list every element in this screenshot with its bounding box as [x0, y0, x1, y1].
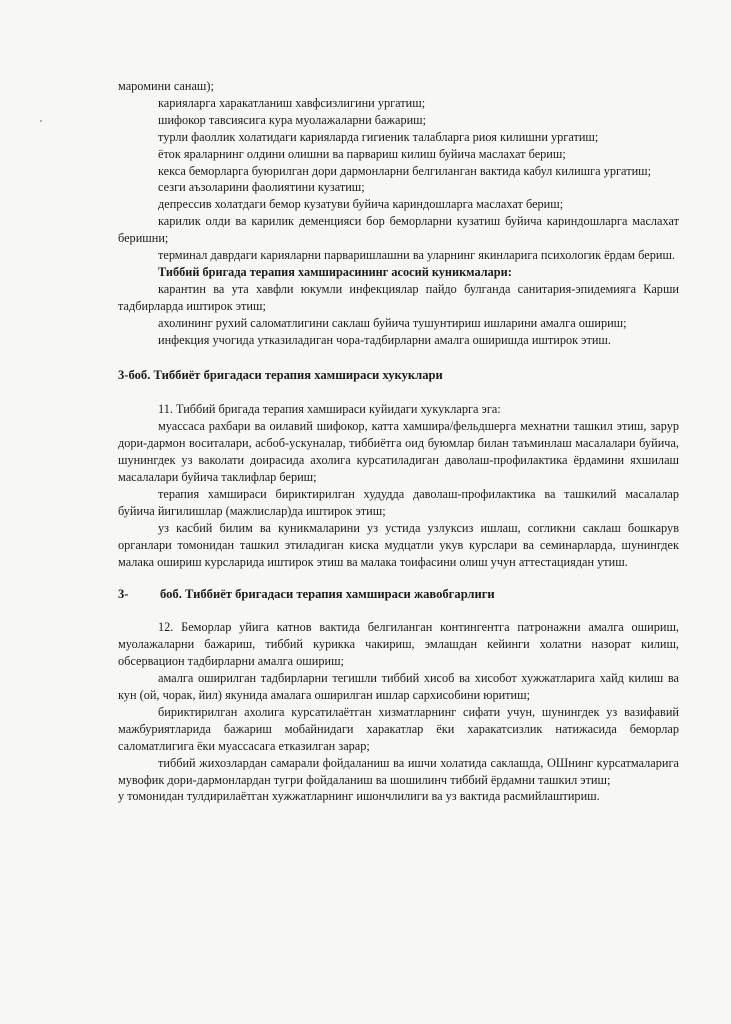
list-item: ёток яраларнинг олдини олишни ва парвариш килиш буйича маслахат бериш;: [158, 146, 566, 161]
list-item: шифокор тавсиясига кура муолажаларни бажариш;: [158, 112, 427, 127]
skills-heading: Тиббий бригада терапия хамширасининг асосий куникмалари:: [158, 264, 512, 279]
list-item: сезги аъзоларини фаолиятини кузатиш;: [158, 180, 365, 195]
chapter-heading-rights: 3-боб. Тиббиёт бригадаси терапия хамшираси хукуклари: [118, 367, 443, 382]
list-item: карияларга харакатланиш хавфсизлигини ургатиш;: [158, 95, 426, 110]
responsibility-item: 12. Беморлар уйига катнов вактида белгиланган контингентга патронажни амалга ошириш, муолажаларни бажариш, тиббий курикка чакириш, эмлашдан кейинги холатни назорат килиш, обсервацион тадбирларни амалга ошириш;: [118, 620, 679, 669]
list-item: турли фаоллик холатидаги карияларда гигиеник талабларга риоя килишни ургатиш;: [158, 129, 599, 144]
responsibility-item: тиббий жихозлардан самарали фойдаланиш ва ишчи холатида саклашда, ОШнинг курсатмаларига мувофик дори-дармонлардан тугри фойдаланиш ва шошилинч тиббий ёрдамни ташкил этиш;: [118, 755, 679, 787]
rights-item: терапия хамшираси бириктирилган худудда даволаш-профилактика ва ташкилий масалалар буйича йигилишлар (мажлислар)да иштирок этиш;: [118, 486, 679, 518]
responsibility-item-last: у томонидан тулдирилаётган хужжатларнинг ишончлилиги ва уз вактида расмийлаштириш.: [118, 789, 600, 804]
chapter-number: 3-: [118, 587, 129, 602]
responsibility-item: бириктирилган ахолига курсатилаётган хизматларнинг сифати учун, шунингдек уз вазифавий мажбуриятларида бажариш мобайнидаги харакатлар ёки харакатсизлик натижасида беморлар саломатлигига ёки муассасага етказилган зарар;: [118, 704, 679, 753]
scan-speck: [40, 120, 42, 122]
skill-item: ахолининг рухий саломатлигини саклаш буйича тушунтириш ишларини амалга ошириш;: [158, 315, 627, 330]
list-item: карилик олди ва карилик деменцияси бор беморларни кузатиш буйича кариндошларга маслахат беришни;: [118, 214, 679, 246]
rights-intro: 11. Тиббий бригада терапия хамшираси куйидаги хукукларга эга:: [158, 402, 501, 417]
list-item: депрессив холатдаги бемор кузатуви буйича кариндошларга маслахат бериш;: [158, 197, 564, 212]
rights-item: муассаса рахбари ва оилавий шифокор, катта хамшира/фельдшерга мехнатни ташкил этиш, зарур дори-дармон воситалари, асбоб-ускуналар, тиббиётга оид буюмлар билан таъминлаш масалалари буйича, шунингдек уз ваколати доирасида ахолига курсатиладиган даволаш-профилактика ёрдамини яхшилаш масалалари буйича таклифлар бериш;: [118, 419, 679, 485]
list-item: кекса беморларга буюрилган дори дармонларни белгиланган вактида кабул килишга ургатиш;: [158, 163, 652, 178]
skill-item: инфекция учогида утказиладиган чора-тадбирларни амалга оширишда иштирок этиш.: [158, 332, 611, 347]
chapter-title: боб. Тиббиёт бригадаси терапия хамшираси жавобгарлиги: [160, 587, 495, 602]
chapter-heading-responsibility: [118, 586, 679, 603]
rights-item: уз касбий билим ва куникмаларини уз устида узлуксиз ишлаш, согликни саклаш бошкарув органлари томонидан ташкил этиладиган киска мудцатли укув курслари ва семинарларда, шунингдек малака ошириш курсларида иштирок этиш ва малака тоифасини олиш учун аттестациядан утиш.: [118, 520, 679, 569]
responsibility-item: амалга оширилган тадбирларни тегишли тиббий хисоб ва хисобот хужжатларига хайд килиш ва кун (ой, чорак, йил) якунида амалага оширилган ишлар сархисобини юритиш;: [118, 671, 679, 702]
list-item: терминал даврдаги карияларни парваришлашни ва уларнинг якинларига психологик ёрдам бериш.: [158, 248, 675, 263]
paragraph-continued: маромини санаш);: [118, 79, 214, 93]
skill-item: карантин ва ута хавфли юкумли инфекциялар пайдо булганда санитария-эпидемияга Карши тадбирларда иштирок этиш;: [118, 281, 679, 313]
